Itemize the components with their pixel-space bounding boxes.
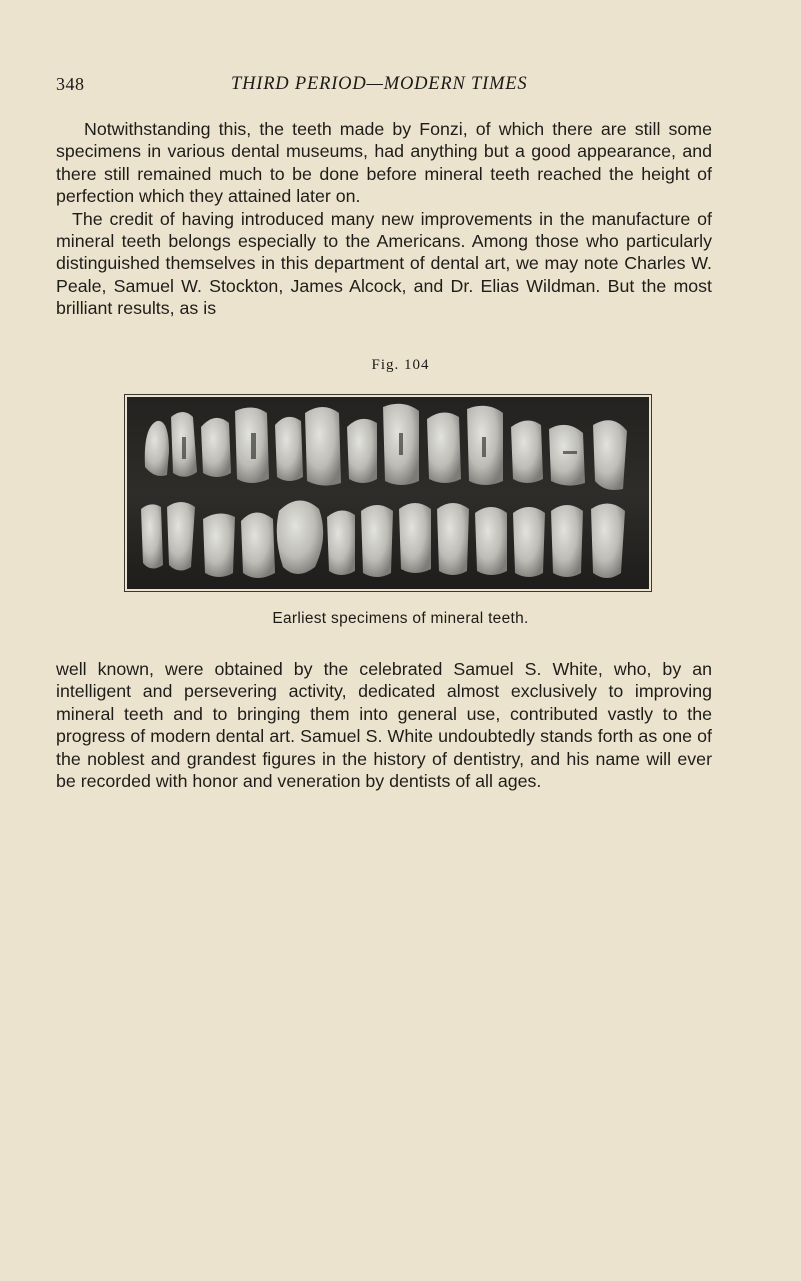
page-number: 348 <box>56 74 85 94</box>
paragraph-2: The credit of having introduced many new improvements in the manufacture of mineral teeth belongs especially to the Americans. Among those who particularly distinguished themselves in this department of dental art, we may note Charles W. Peale, Samuel W. Stockton, James Alcock, and Dr. Elias Wildman. But the most brilliant results, as is <box>56 208 712 319</box>
running-head: THIRD PERIOD—MODERN TIMES <box>231 74 528 94</box>
page-header <box>56 74 746 102</box>
mineral-teeth-photo <box>127 397 649 589</box>
body-text-bottom <box>56 658 712 792</box>
paragraph-1: Notwithstanding this, the teeth made by Fonzi, of which there are still some specimens in various dental museums, had anything but a good appearance, and there still remained much to be done before mineral teeth reached the height of perfection which they attained later on. <box>56 119 712 207</box>
figure-photo <box>124 394 652 592</box>
figure-label: Fig. 104 <box>371 357 430 373</box>
figure-caption: Earliest specimens of mineral teeth. <box>272 610 529 627</box>
paragraph-3: well known, were obtained by the celebrated Samuel S. White, who, by an intelligent and persevering activity, dedicated almost exclusively to improving mineral teeth and to bringing them into general use, contributed vastly to the progress of modern dental art. Samuel S. White undoubtedly stands forth as one of the noblest and grandest figures in the history of dentistry, and his name will ever be recorded with honor and veneration by dentists of all ages. <box>56 659 712 792</box>
body-text-top <box>56 118 712 320</box>
